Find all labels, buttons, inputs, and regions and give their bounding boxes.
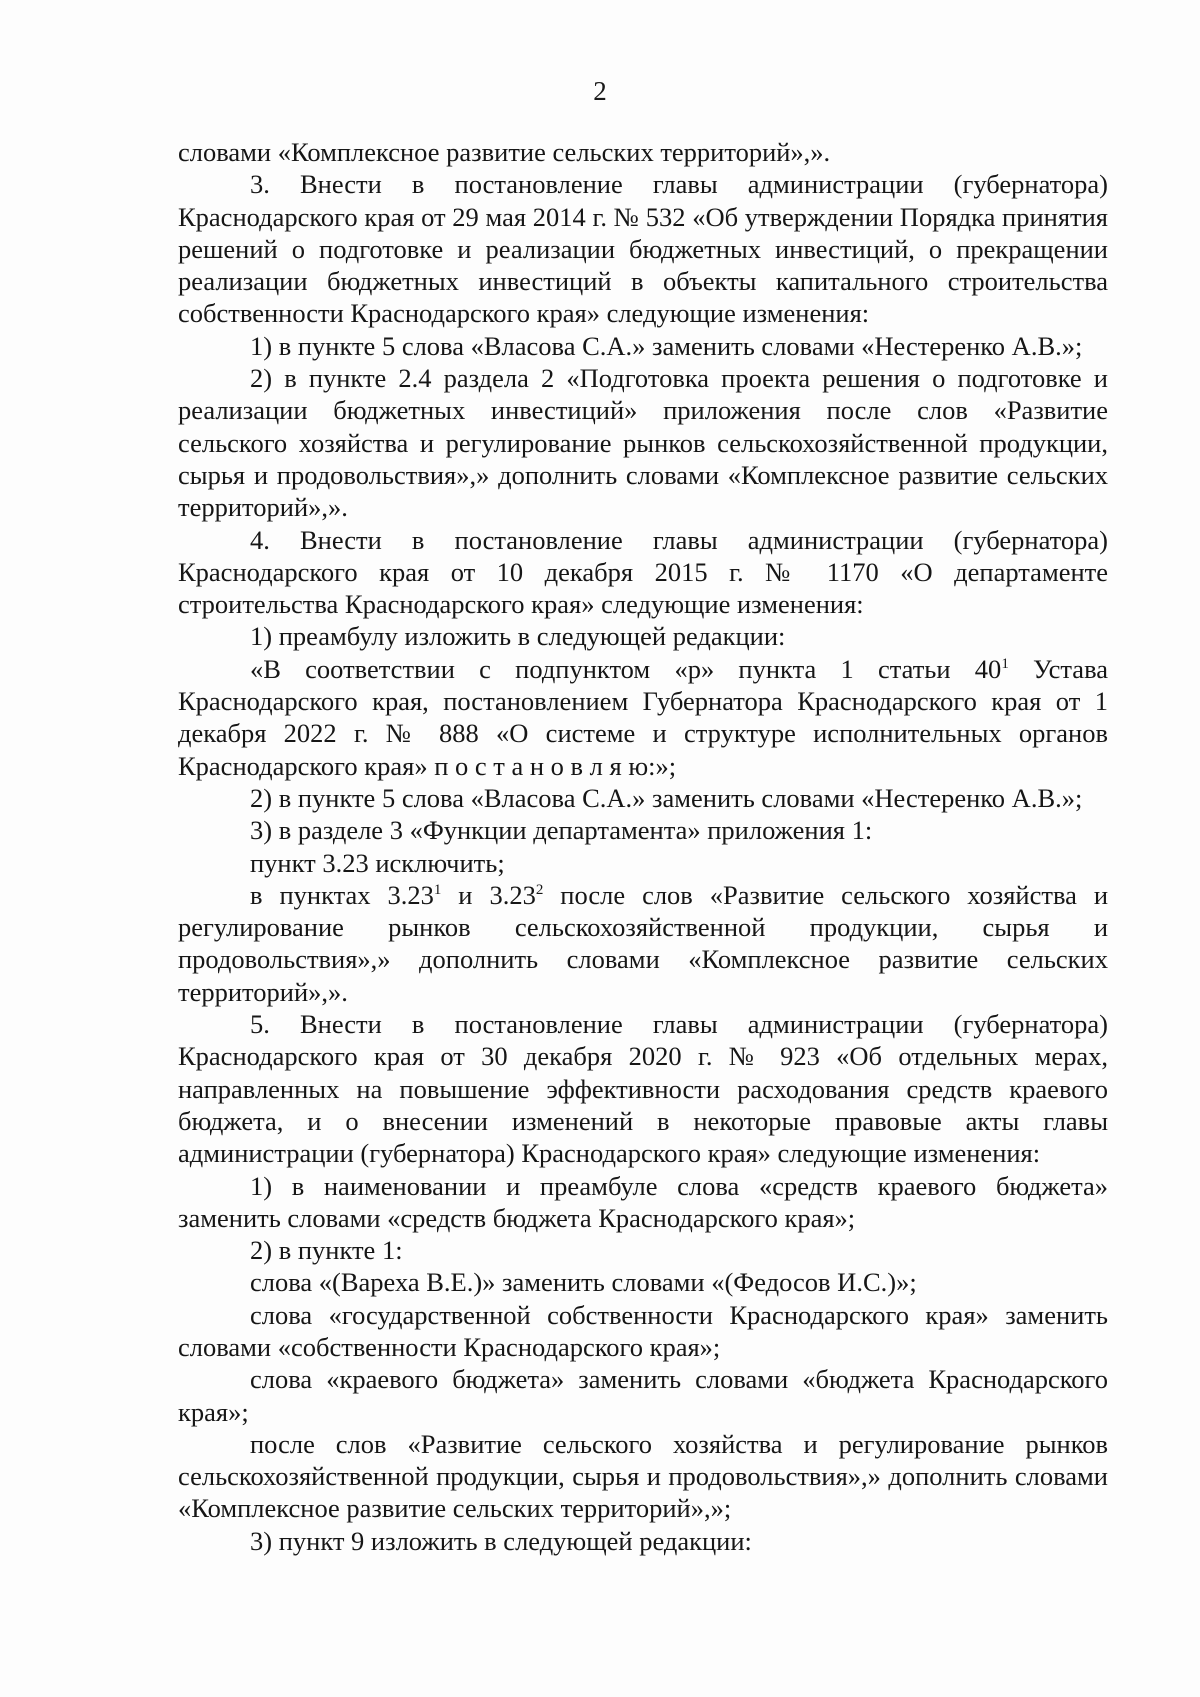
paragraph-item-5-1: 1) в наименовании и преамбуле слова «средств краевого бюджета» заменить словами «средств бюджета Краснодарского края»; <box>178 1170 1108 1233</box>
paragraph-item-5-2-a: слова «(Вареха В.Е.)» заменить словами «(Федосов И.С.)»; <box>250 1267 917 1298</box>
text-part-3: после слов «Развитие сельского хозяйства и регулирование рынков сельскохозяйственной продукции, сырья и продовольствия»,» дополнить словами «Комплексное развитие сельских территорий»,». <box>178 879 1108 1007</box>
paragraph-item-3-1: 1) в пункте 5 слова «Власова С.А.» заменить словами «Нестеренко А.В.»; <box>250 330 1083 361</box>
superscript: 1 <box>1001 655 1009 672</box>
paragraph-item-4-3-exclude: пункт 3.23 исключить; <box>250 847 505 878</box>
paragraph-preamble <box>178 653 1108 782</box>
preamble-text-start: «В соответствии с подпунктом «р» пункта 1 статьи 40 <box>250 653 1002 684</box>
paragraph-item-5-2-d: после слов «Развитие сельского хозяйства и регулирование рынков сельскохозяйственной продукции, сырья и продовольствия»,» дополнить словами «Комплексное развитие сельских территорий»,»; <box>178 1428 1108 1524</box>
paragraph-item-5-2-b: слова «государственной собственности Краснодарского края» заменить словами «собственности Краснодарского края»; <box>178 1299 1108 1362</box>
paragraph-continuation: словами «Комплексное развитие сельских территорий»,». <box>178 137 831 167</box>
paragraph-item-4-3: 3) в разделе 3 «Функции департамента» приложения 1: <box>250 815 873 846</box>
paragraph-item-5-2-c: слова «краевого бюджета» заменить словами «бюджета Краснодарского края»; <box>178 1364 1108 1427</box>
page-number: 2 <box>593 76 607 106</box>
preamble-text-end: Устава Краснодарского края, постановлением Губернатора Краснодарского края от 1 декабря 2022 г. № 888 «О системе и структуре исполнительных органов Краснодарского края» п о с т а н о в л я ю:»; <box>178 653 1108 781</box>
text-part-1: в пунктах 3.23 <box>250 879 434 910</box>
paragraph-item-5-3: 3) пункт 9 изложить в следующей редакции: <box>250 1525 752 1556</box>
paragraph-item-4: 4. Внести в постановление главы администрации (губернатора) Краснодарского края от 10 декабря 2015 г. № 1170 «О департаменте строительства Краснодарского края» следующие изменения: <box>178 524 1108 620</box>
paragraph-item-4-1: 1) преамбулу изложить в следующей редакции: <box>250 621 786 652</box>
paragraph-item-3: 3. Внести в постановление главы администрации (губернатора) Краснодарского края от 29 мая 2014 г. № 532 «Об утверждении Порядка принятия решений о подготовке и реализации бюджетных инвестиций, о прекращении реализации бюджетных инвестиций в объекты капитального строительства собственности Краснодарского края» следующие изменения: <box>178 169 1108 329</box>
paragraph-item-4-2: 2) в пункте 5 слова «Власова С.А.» заменить словами «Нестеренко А.В.»; <box>250 782 1083 813</box>
paragraph-item-4-3-add <box>178 879 1108 1008</box>
superscript-1: 1 <box>433 881 442 898</box>
superscript-2: 2 <box>535 881 544 898</box>
paragraph-item-3-2: 2) в пункте 2.4 раздела 2 «Подготовка проекта решения о подготовке и реализации бюджетных инвестиций» приложения после слов «Развитие сельского хозяйства и регулирование рынков сельскохозяйственной продукции, сырья и продовольствия»,» дополнить словами «Комплексное развитие сельских территорий»,». <box>178 363 1108 523</box>
paragraph-item-5-2: 2) в пункте 1: <box>250 1235 403 1266</box>
text-part-2: и 3.23 <box>441 879 536 910</box>
document-body <box>178 136 1108 1557</box>
paragraph-item-5: 5. Внести в постановление главы администрации (губернатора) Краснодарского края от 30 декабря 2020 г. № 923 «Об отдельных мерах, направленных на повышение эффективности расходования средств краевого бюджета, и о внесении изменений в некоторые правовые акты главы администрации (губернатора) Краснодарского края» следующие изменения: <box>178 1009 1108 1169</box>
